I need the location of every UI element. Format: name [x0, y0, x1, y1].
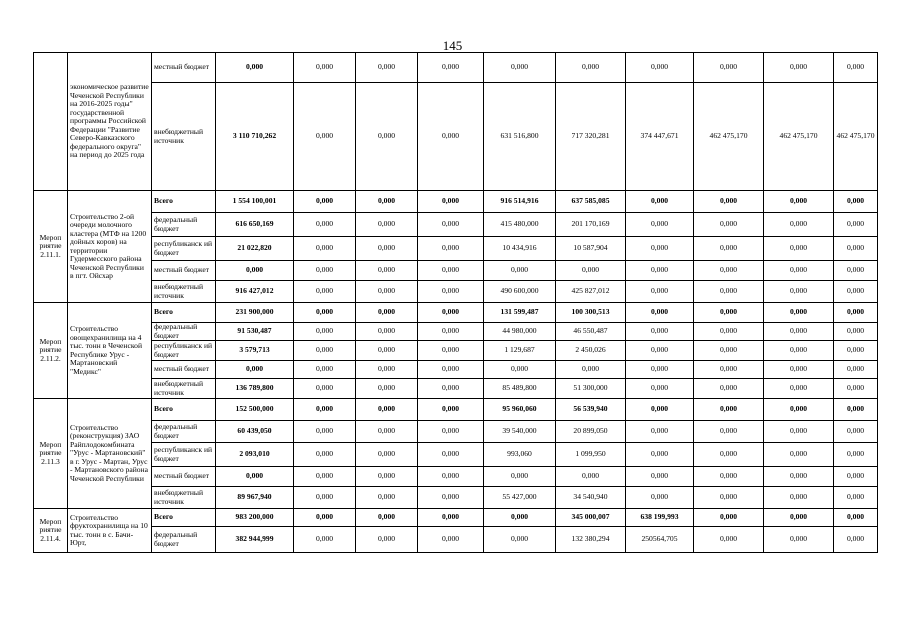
year-amount: 0,000 [418, 303, 484, 323]
total-amount: 91 530,487 [216, 323, 294, 341]
year-amount: 0,000 [834, 261, 878, 281]
year-amount: 55 427,000 [484, 487, 556, 509]
funding-source: республиканск ий бюджет [152, 237, 216, 261]
year-amount: 0,000 [694, 213, 764, 237]
funding-source: федеральный бюджет [152, 527, 216, 553]
year-amount: 0,000 [294, 527, 356, 553]
year-amount: 0,000 [626, 361, 694, 379]
year-amount: 0,000 [418, 281, 484, 303]
year-amount: 0,000 [834, 191, 878, 213]
total-amount: 60 439,050 [216, 421, 294, 443]
year-amount: 0,000 [626, 323, 694, 341]
year-amount: 0,000 [418, 191, 484, 213]
year-amount: 0,000 [626, 53, 694, 83]
funding-source: федеральный бюджет [152, 323, 216, 341]
year-amount: 0,000 [834, 399, 878, 421]
measure-name: экономическое развитие Чеченской Республики на 2016-2025 годы" государственной программы Российской Федерации "Развитие Северо-Кавказского федерального округа" на период до 2025 года [68, 53, 152, 191]
year-amount: 95 960,060 [484, 399, 556, 421]
year-amount: 0,000 [694, 443, 764, 467]
total-amount: 231 900,000 [216, 303, 294, 323]
funding-source: внебюджетный источник [152, 83, 216, 191]
year-amount: 0,000 [294, 361, 356, 379]
year-amount: 0,000 [556, 361, 626, 379]
funding-source: федеральный бюджет [152, 213, 216, 237]
year-amount: 0,000 [294, 237, 356, 261]
year-amount: 0,000 [626, 237, 694, 261]
year-amount: 0,000 [834, 467, 878, 487]
year-amount: 0,000 [834, 443, 878, 467]
total-amount: 0,000 [216, 361, 294, 379]
table-row [34, 191, 878, 213]
year-amount: 637 585,085 [556, 191, 626, 213]
funding-source: внебюджетный источник [152, 487, 216, 509]
year-amount: 0,000 [418, 487, 484, 509]
measure-code [34, 53, 68, 191]
year-amount: 0,000 [294, 509, 356, 527]
year-amount: 0,000 [418, 341, 484, 361]
year-amount: 0,000 [626, 261, 694, 281]
table-row [34, 527, 878, 553]
year-amount: 0,000 [356, 323, 418, 341]
year-amount: 0,000 [834, 237, 878, 261]
year-amount: 0,000 [418, 527, 484, 553]
total-amount: 382 944,999 [216, 527, 294, 553]
year-amount: 0,000 [764, 237, 834, 261]
table-row [34, 83, 878, 191]
page-number: 145 [442, 38, 463, 53]
year-amount: 0,000 [694, 421, 764, 443]
measure-name: Строительство фруктохранилища на 10 тыс. тонн в с. Бачи-Юрт, [68, 509, 152, 553]
table-row [34, 53, 878, 83]
year-amount: 1 129,687 [484, 341, 556, 361]
year-amount: 0,000 [764, 467, 834, 487]
measure-code: Мероп риятие 2.11.1. [34, 191, 68, 303]
funding-source: Всего [152, 399, 216, 421]
funding-source: федеральный бюджет [152, 421, 216, 443]
year-amount: 0,000 [764, 303, 834, 323]
year-amount: 0,000 [418, 399, 484, 421]
total-amount: 916 427,012 [216, 281, 294, 303]
funding-source: местный бюджет [152, 261, 216, 281]
year-amount: 0,000 [294, 467, 356, 487]
year-amount: 0,000 [556, 467, 626, 487]
year-amount: 0,000 [356, 379, 418, 399]
year-amount: 0,000 [626, 213, 694, 237]
year-amount: 631 516,800 [484, 83, 556, 191]
total-amount: 983 200,000 [216, 509, 294, 527]
year-amount: 0,000 [294, 487, 356, 509]
table-row [34, 399, 878, 421]
year-amount: 0,000 [356, 191, 418, 213]
table-row [34, 213, 878, 237]
year-amount: 0,000 [356, 237, 418, 261]
year-amount: 0,000 [626, 467, 694, 487]
table-row [34, 421, 878, 443]
year-amount: 132 380,294 [556, 527, 626, 553]
year-amount: 0,000 [356, 281, 418, 303]
year-amount: 0,000 [294, 83, 356, 191]
year-amount: 0,000 [694, 361, 764, 379]
year-amount: 0,000 [484, 261, 556, 281]
funding-source: внебюджетный источник [152, 379, 216, 399]
year-amount: 0,000 [626, 487, 694, 509]
total-amount: 1 554 100,001 [216, 191, 294, 213]
table-row [34, 379, 878, 399]
year-amount: 0,000 [764, 213, 834, 237]
table-row [34, 487, 878, 509]
year-amount: 462 475,170 [694, 83, 764, 191]
year-amount: 0,000 [764, 323, 834, 341]
year-amount: 0,000 [484, 467, 556, 487]
year-amount: 916 514,916 [484, 191, 556, 213]
year-amount: 462 475,170 [764, 83, 834, 191]
year-amount: 0,000 [626, 191, 694, 213]
measure-code: Мероп риятие 2.11.2. [34, 303, 68, 399]
year-amount: 0,000 [418, 213, 484, 237]
year-amount: 0,000 [556, 261, 626, 281]
table-row [34, 281, 878, 303]
table-row [34, 443, 878, 467]
year-amount: 0,000 [694, 527, 764, 553]
year-amount: 0,000 [764, 421, 834, 443]
year-amount: 0,000 [418, 323, 484, 341]
total-amount: 0,000 [216, 53, 294, 83]
year-amount: 0,000 [294, 303, 356, 323]
table-row [34, 509, 878, 527]
year-amount: 0,000 [294, 261, 356, 281]
total-amount: 136 789,800 [216, 379, 294, 399]
year-amount: 0,000 [834, 379, 878, 399]
year-amount: 44 980,000 [484, 323, 556, 341]
year-amount: 0,000 [694, 467, 764, 487]
year-amount: 0,000 [356, 467, 418, 487]
year-amount: 0,000 [418, 467, 484, 487]
year-amount: 0,000 [694, 261, 764, 281]
funding-source: республиканск ий бюджет [152, 341, 216, 361]
year-amount: 0,000 [764, 399, 834, 421]
measure-name: Строительство (реконструкция) ЗАО Райплодокомбината "Урус - Мартановский" в г. Урус - Мартан, Урус - Мартановского района Чеченской Республики [68, 399, 152, 509]
year-amount: 0,000 [356, 213, 418, 237]
funding-source: Всего [152, 191, 216, 213]
year-amount: 0,000 [418, 53, 484, 83]
table-row [34, 261, 878, 281]
year-amount: 0,000 [418, 237, 484, 261]
year-amount: 0,000 [626, 443, 694, 467]
year-amount: 0,000 [626, 303, 694, 323]
measure-name: Строительство овощехранилища на 4 тыс. тонн в Чеченской Республике Урус - Мартановский "Медикс" [68, 303, 152, 399]
year-amount: 0,000 [764, 341, 834, 361]
year-amount: 0,000 [356, 53, 418, 83]
year-amount: 0,000 [694, 379, 764, 399]
year-amount: 10 587,904 [556, 237, 626, 261]
year-amount: 0,000 [626, 421, 694, 443]
table-row [34, 323, 878, 341]
year-amount: 0,000 [484, 53, 556, 83]
year-amount: 0,000 [834, 341, 878, 361]
total-amount: 2 093,010 [216, 443, 294, 467]
year-amount: 0,000 [694, 53, 764, 83]
measure-code: Мероп риятие 2.11.3 [34, 399, 68, 509]
total-amount: 3 110 710,262 [216, 83, 294, 191]
year-amount: 0,000 [834, 421, 878, 443]
year-amount: 0,000 [764, 527, 834, 553]
year-amount: 10 434,916 [484, 237, 556, 261]
year-amount: 0,000 [834, 487, 878, 509]
total-amount: 0,000 [216, 467, 294, 487]
budget-table [33, 52, 878, 553]
year-amount: 0,000 [626, 281, 694, 303]
funding-source: местный бюджет [152, 467, 216, 487]
year-amount: 717 320,281 [556, 83, 626, 191]
year-amount: 0,000 [694, 281, 764, 303]
year-amount: 638 199,993 [626, 509, 694, 527]
year-amount: 0,000 [694, 191, 764, 213]
year-amount: 462 475,170 [834, 83, 878, 191]
year-amount: 490 600,000 [484, 281, 556, 303]
year-amount: 0,000 [834, 323, 878, 341]
funding-source: Всего [152, 509, 216, 527]
year-amount: 0,000 [418, 443, 484, 467]
year-amount: 0,000 [294, 281, 356, 303]
year-amount: 0,000 [294, 341, 356, 361]
year-amount: 85 489,800 [484, 379, 556, 399]
year-amount: 0,000 [626, 379, 694, 399]
year-amount: 39 540,000 [484, 421, 556, 443]
table-row [34, 361, 878, 379]
year-amount: 0,000 [834, 527, 878, 553]
year-amount: 0,000 [294, 443, 356, 467]
year-amount: 201 170,169 [556, 213, 626, 237]
year-amount: 131 599,487 [484, 303, 556, 323]
funding-source: республиканск ий бюджет [152, 443, 216, 467]
year-amount: 0,000 [764, 379, 834, 399]
year-amount: 0,000 [418, 379, 484, 399]
year-amount: 0,000 [694, 323, 764, 341]
year-amount: 345 000,007 [556, 509, 626, 527]
total-amount: 0,000 [216, 261, 294, 281]
year-amount: 56 539,940 [556, 399, 626, 421]
year-amount: 0,000 [484, 527, 556, 553]
funding-source: местный бюджет [152, 361, 216, 379]
year-amount: 0,000 [694, 341, 764, 361]
year-amount: 0,000 [694, 399, 764, 421]
year-amount: 250564,705 [626, 527, 694, 553]
year-amount: 0,000 [356, 303, 418, 323]
measure-name: Строительство 2-ой очереди молочного кластера (МТФ на 1200 дойных коров) на территории Гудермесского района Чеченской Республики в пгт. Ойсхар [68, 191, 152, 303]
year-amount: 0,000 [834, 361, 878, 379]
table-row [34, 467, 878, 487]
year-amount: 0,000 [834, 213, 878, 237]
year-amount: 2 450,026 [556, 341, 626, 361]
table-row [34, 341, 878, 361]
year-amount: 0,000 [764, 509, 834, 527]
year-amount: 0,000 [834, 509, 878, 527]
year-amount: 0,000 [294, 191, 356, 213]
table-row [34, 303, 878, 323]
year-amount: 0,000 [294, 399, 356, 421]
year-amount: 0,000 [356, 399, 418, 421]
year-amount: 0,000 [764, 361, 834, 379]
year-amount: 0,000 [294, 323, 356, 341]
year-amount: 993,060 [484, 443, 556, 467]
year-amount: 0,000 [764, 281, 834, 303]
year-amount: 0,000 [556, 53, 626, 83]
funding-source: Всего [152, 303, 216, 323]
year-amount: 20 899,050 [556, 421, 626, 443]
year-amount: 0,000 [356, 509, 418, 527]
year-amount: 0,000 [834, 53, 878, 83]
table-row [34, 237, 878, 261]
total-amount: 616 650,169 [216, 213, 294, 237]
year-amount: 0,000 [626, 341, 694, 361]
year-amount: 0,000 [294, 379, 356, 399]
year-amount: 51 300,000 [556, 379, 626, 399]
total-amount: 152 500,000 [216, 399, 294, 421]
year-amount: 0,000 [484, 509, 556, 527]
total-amount: 21 022,820 [216, 237, 294, 261]
year-amount: 100 300,513 [556, 303, 626, 323]
year-amount: 0,000 [764, 53, 834, 83]
year-amount: 0,000 [626, 399, 694, 421]
year-amount: 0,000 [418, 261, 484, 281]
year-amount: 0,000 [356, 487, 418, 509]
year-amount: 0,000 [356, 443, 418, 467]
year-amount: 0,000 [294, 213, 356, 237]
year-amount: 0,000 [764, 443, 834, 467]
total-amount: 89 967,940 [216, 487, 294, 509]
year-amount: 415 480,000 [484, 213, 556, 237]
year-amount: 0,000 [356, 261, 418, 281]
year-amount: 46 550,487 [556, 323, 626, 341]
year-amount: 0,000 [418, 361, 484, 379]
year-amount: 0,000 [764, 261, 834, 281]
measure-code: Мероп риятие 2.11.4. [34, 509, 68, 553]
year-amount: 374 447,671 [626, 83, 694, 191]
year-amount: 425 827,012 [556, 281, 626, 303]
year-amount: 0,000 [356, 341, 418, 361]
year-amount: 0,000 [834, 281, 878, 303]
year-amount: 0,000 [484, 361, 556, 379]
year-amount: 0,000 [694, 509, 764, 527]
year-amount: 0,000 [356, 83, 418, 191]
year-amount: 0,000 [294, 421, 356, 443]
year-amount: 34 540,940 [556, 487, 626, 509]
year-amount: 0,000 [294, 53, 356, 83]
year-amount: 0,000 [356, 361, 418, 379]
year-amount: 0,000 [694, 237, 764, 261]
year-amount: 0,000 [834, 303, 878, 323]
year-amount: 0,000 [356, 421, 418, 443]
year-amount: 0,000 [764, 487, 834, 509]
funding-source: местный бюджет [152, 53, 216, 83]
year-amount: 0,000 [418, 509, 484, 527]
year-amount: 0,000 [694, 487, 764, 509]
year-amount: 0,000 [418, 83, 484, 191]
year-amount: 0,000 [764, 191, 834, 213]
funding-source: внебюджетный источник [152, 281, 216, 303]
year-amount: 0,000 [694, 303, 764, 323]
year-amount: 0,000 [418, 421, 484, 443]
year-amount: 1 099,950 [556, 443, 626, 467]
year-amount: 0,000 [356, 527, 418, 553]
total-amount: 3 579,713 [216, 341, 294, 361]
